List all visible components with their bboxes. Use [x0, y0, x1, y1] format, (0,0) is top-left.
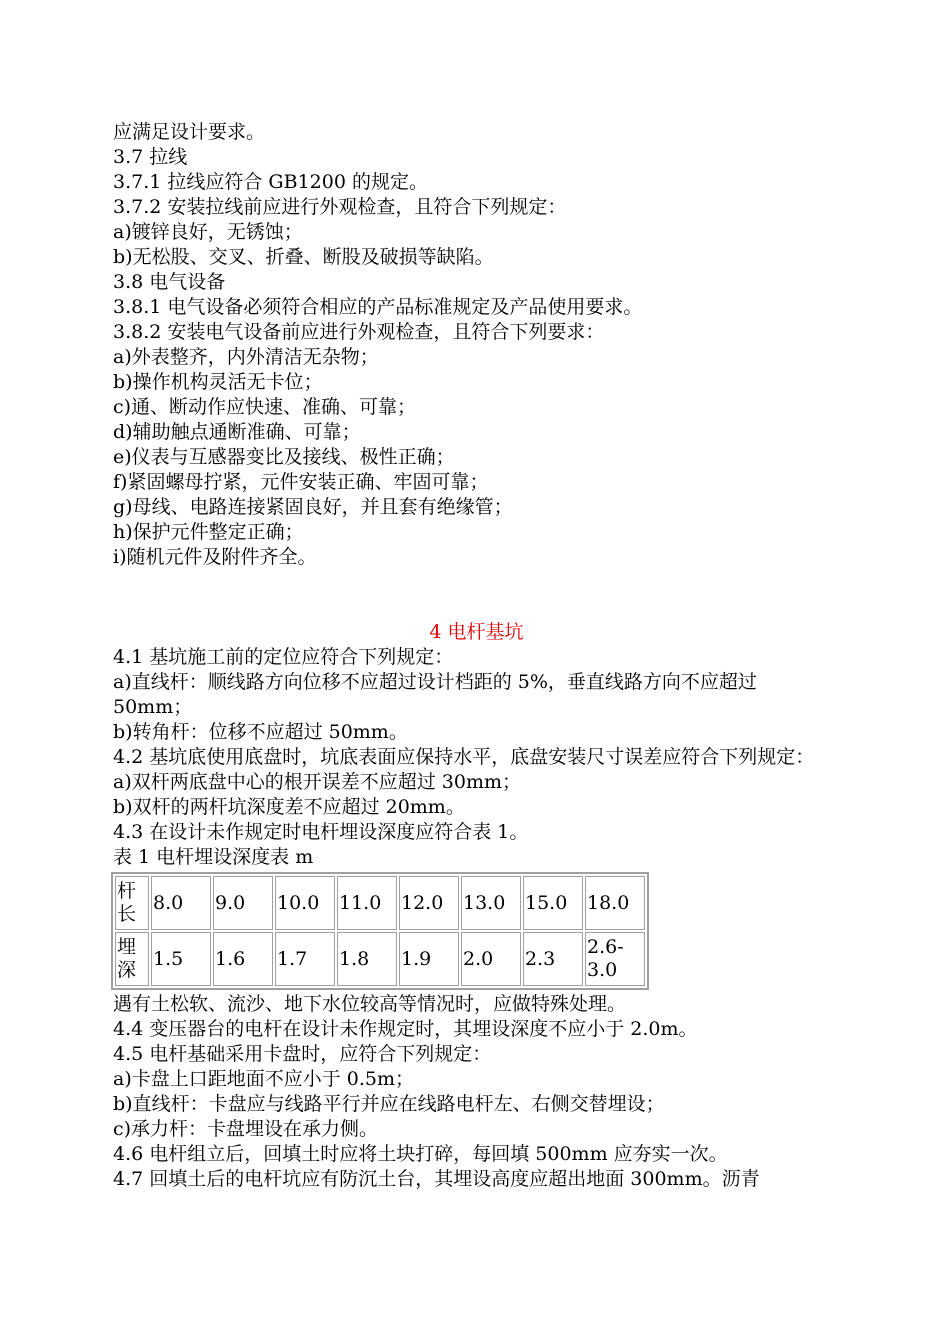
text-line: 3.7.2 安装拉线前应进行外观检查，且符合下列规定：: [113, 196, 567, 218]
list-item: a)双杆两底盘中心的根开误差不应超过 30mm；: [113, 771, 521, 793]
table-row: [115, 932, 645, 986]
table-cell: 8.0: [151, 876, 211, 930]
text-block-middle: [113, 645, 840, 870]
list-item: b)操作机构灵活无卡位；: [113, 371, 323, 393]
list-item: i)随机元件及附件齐全。: [113, 546, 317, 568]
table-cell: 9.0: [213, 876, 273, 930]
text-block-bottom: [113, 992, 840, 1192]
table-cell: 12.0: [399, 876, 459, 930]
list-item: a)直线杆：顺线路方向位移不应超过设计档距的 5%，垂直线路方向不应超过 50mm；: [113, 671, 757, 718]
text-line: 4.7 回填土后的电杆坑应有防沉土台，其埋设高度应超出地面 300mm。沥青: [113, 1168, 760, 1190]
list-item: b)转角杆：位移不应超过 50mm。: [113, 721, 408, 743]
table-row-header: 埋深: [115, 932, 149, 986]
list-item: b)双杆的两杆坑深度差不应超过 20mm。: [113, 796, 465, 818]
table-cell: 2.0: [461, 932, 521, 986]
text-line: 应满足设计要求。: [113, 121, 266, 143]
list-item: h)保护元件整定正确；: [113, 521, 304, 543]
section-3-8-title: 3.8 电气设备: [113, 271, 226, 293]
table-row: [115, 876, 645, 930]
table-cell: 11.0: [337, 876, 397, 930]
text-line: 3.7.1 拉线应符合 GB1200 的规定。: [113, 171, 428, 193]
list-item: c)通、断动作应快速、准确、可靠；: [113, 396, 417, 418]
table-cell: 2.6-3.0: [585, 932, 645, 986]
burial-depth-table: [111, 872, 649, 990]
list-item: c)承力杆：卡盘埋设在承力侧。: [113, 1118, 379, 1140]
table-cell: 15.0: [523, 876, 583, 930]
text-line: 3.8.2 安装电气设备前应进行外观检查，且符合下列要求：: [113, 321, 605, 343]
text-line: 4.6 电杆组立后，回填土时应将土块打碎，每回填 500mm 应夯实一次。: [113, 1143, 728, 1165]
list-item: a)卡盘上口距地面不应小于 0.5m；: [113, 1068, 415, 1090]
list-item: b)直线杆：卡盘应与线路平行并应在线路电杆左、右侧交替埋设；: [113, 1093, 665, 1115]
list-item: a)镀锌良好，无锈蚀；: [113, 221, 303, 243]
list-item: g)母线、电路连接紧固良好，并且套有绝缘管；: [113, 496, 513, 518]
table-row-header: 杆长: [115, 876, 149, 930]
list-item: e)仪表与互感器变比及接线、极性正确；: [113, 446, 455, 468]
text-line: 4.1 基坑施工前的定位应符合下列规定：: [113, 646, 454, 668]
table-cell: 1.9: [399, 932, 459, 986]
table-cell: 13.0: [461, 876, 521, 930]
table-cell: 1.7: [275, 932, 335, 986]
list-item: b)无松股、交叉、折叠、断股及破损等缺陷。: [113, 246, 494, 268]
spacer: [113, 570, 840, 620]
text-line: 4.2 基坑底使用底盘时，坑底表面应保持水平，底盘安装尺寸误差应符合下列规定：: [113, 746, 815, 768]
list-item: a)外表整齐，内外清洁无杂物；: [113, 346, 379, 368]
list-item: d)辅助触点通断准确、可靠；: [113, 421, 361, 443]
table-cell: 18.0: [585, 876, 645, 930]
text-line: 遇有土松软、流沙、地下水位较高等情况时，应做特殊处理。: [113, 993, 627, 1015]
table-cell: 1.5: [151, 932, 211, 986]
document-page: [113, 120, 840, 1192]
section-heading: 4 电杆基坑: [429, 621, 524, 643]
text-line: 4.5 电杆基础采用卡盘时，应符合下列规定：: [113, 1043, 492, 1065]
text-line: 3.8.1 电气设备必须符合相应的产品标准规定及产品使用要求。: [113, 296, 643, 318]
text-line: 4.3 在设计未作规定时电杆埋设深度应符合表 1。: [113, 821, 529, 843]
table-cell: 1.6: [213, 932, 273, 986]
section-3-7-title: 3.7 拉线: [113, 146, 188, 168]
text-block-top: [113, 120, 840, 570]
list-item: f)紧固螺母拧紧，元件安装正确、牢固可靠；: [113, 471, 489, 493]
table-cell: 2.3: [523, 932, 583, 986]
text-line: 4.4 变压器台的电杆在设计未作规定时，其埋设深度不应小于 2.0m。: [113, 1018, 698, 1040]
table-cell: 1.8: [337, 932, 397, 986]
table-cell: 10.0: [275, 876, 335, 930]
table-caption: 表 1 电杆埋设深度表 m: [113, 846, 314, 868]
